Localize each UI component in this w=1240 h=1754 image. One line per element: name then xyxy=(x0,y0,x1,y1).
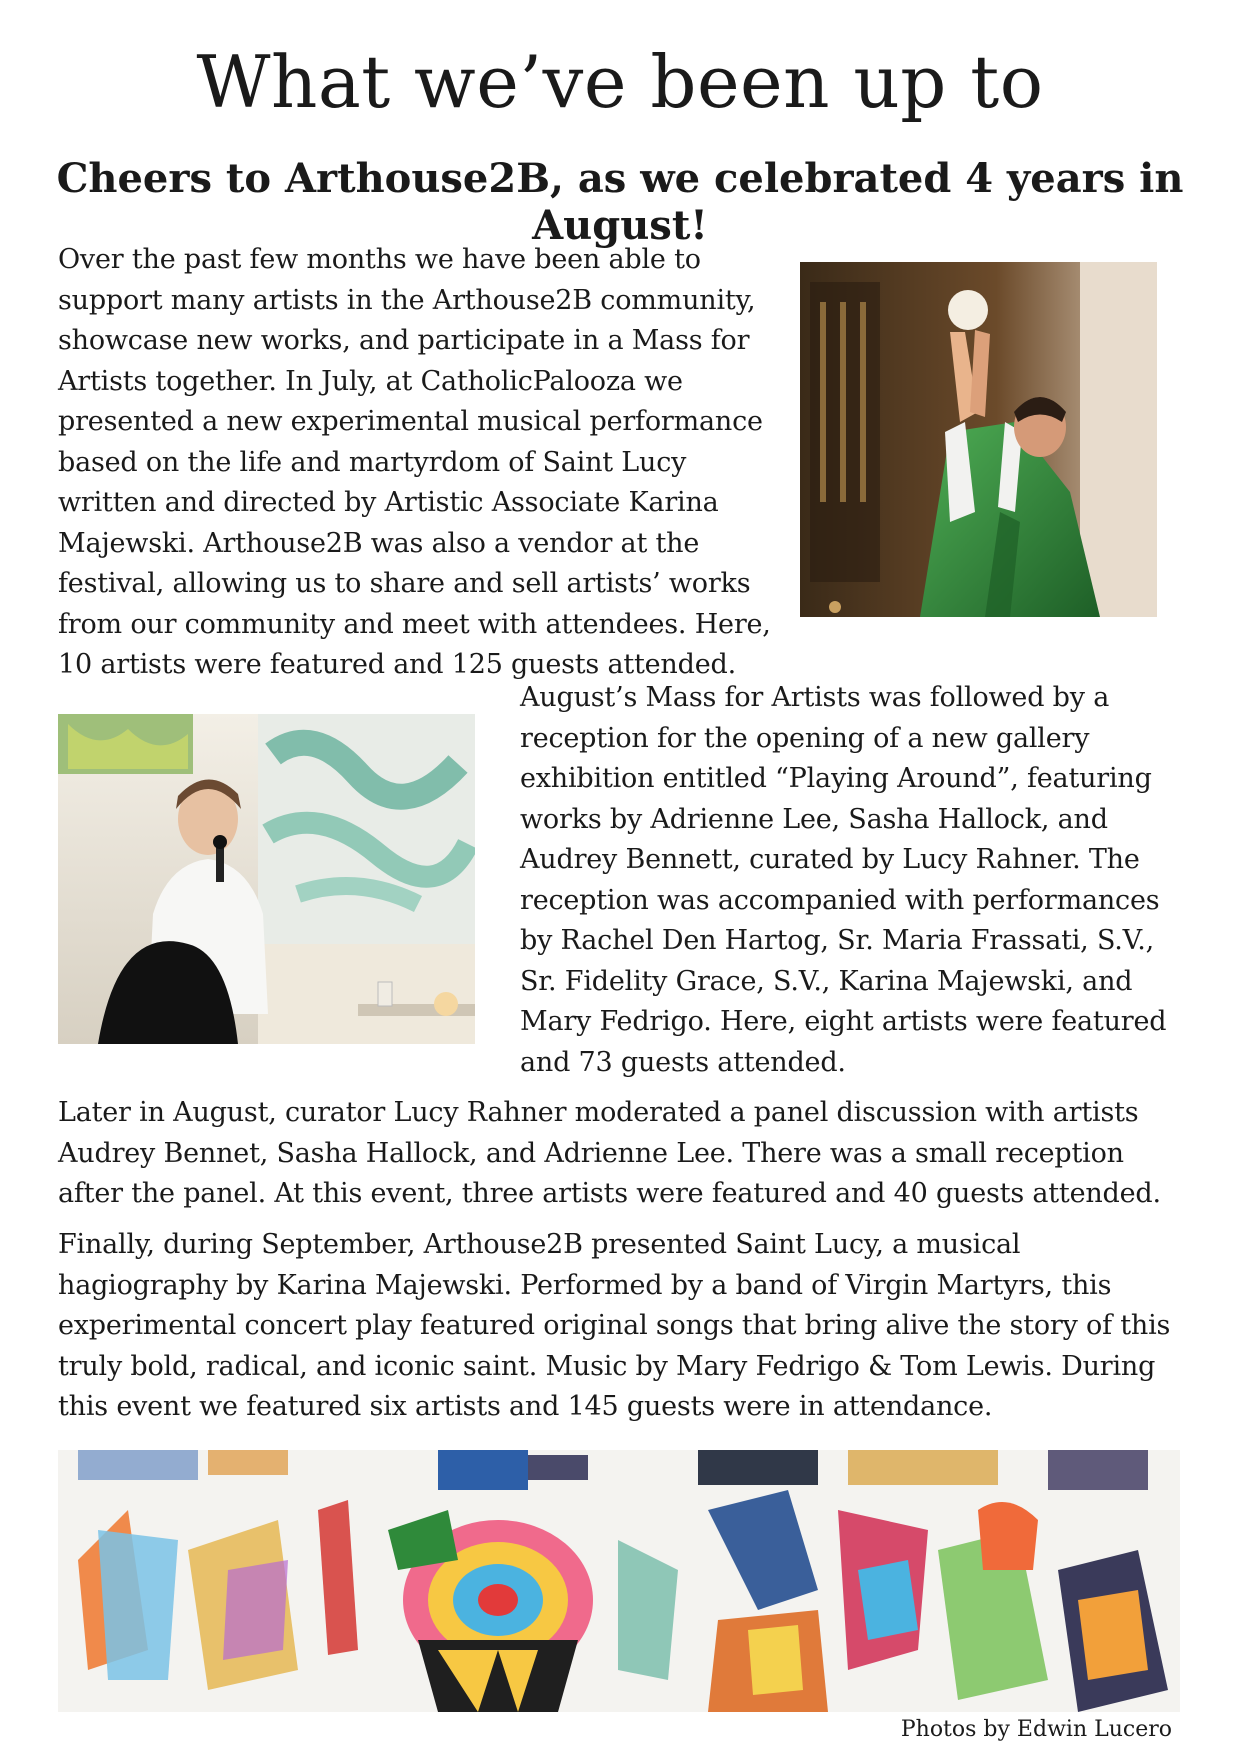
paragraph-panel-discussion: Later in August, curator Lucy Rahner moderated a panel discussion with artists Audrey Bennet, Sasha Hallock, and Adrienne Lee. There was a small reception after the panel. At this event, three artists were featured and 40 guests attended. xyxy=(58,1097,1161,1209)
paragraph-catholicpalooza: Over the past few months we have been able to support many artists in the Arthouse2B community, showcase new works, and participate in a Mass for Artists together. In July, at CatholicPalooza we presented a new experimental musical performance based on the life and martyrdom of Saint Lucy written and directed by Artistic Associate Karina Majewski. Arthouse2B was also a vendor at the festival, allowing us to share and sell artists’ works from our community and meet with attendees. Here, 10 artists were featured and 125 guests attended. xyxy=(58,244,771,680)
photo-performer-singing xyxy=(58,714,475,1044)
paragraph-mass-for-artists: August’s Mass for Artists was followed by a reception for the opening of a new gallery exhibition entitled “Playing Around”, featuring works by Adrienne Lee, Sasha Hallock, and Audrey Bennett, curated by Lucy Rahner. The reception was accompanied with performances by Rachel Den Hartog, Sr. Maria Frassati, S.V., Sr. Fidelity Grace, S.V., Karina Majewski, and Mary Fedrigo. Here, eight artists were featured and 73 guests attended. xyxy=(520,682,1167,1078)
paragraph-saint-lucy: Finally, during September, Arthouse2B presented Saint Lucy, a musical hagiography by Karina Majewski. Performed by a band of Virgin Martyrs, this experimental concert play featured original songs that bring alive the story of this truly bold, radical, and iconic saint. Music by Mary Fedrigo & Tom Lewis. During this event we featured six artists and 145 guests were in attendance. xyxy=(58,1229,1171,1422)
page-subtitle: Cheers to Arthouse2B, as we celebrated 4 years in August! xyxy=(56,155,1184,249)
photo-credit: Photos by Edwin Lucero xyxy=(900,1717,1172,1742)
photo-priest-elevation xyxy=(800,262,1157,617)
photo-colorful-artworks xyxy=(58,1450,1180,1712)
page-title: What we’ve been up to xyxy=(196,40,1044,124)
